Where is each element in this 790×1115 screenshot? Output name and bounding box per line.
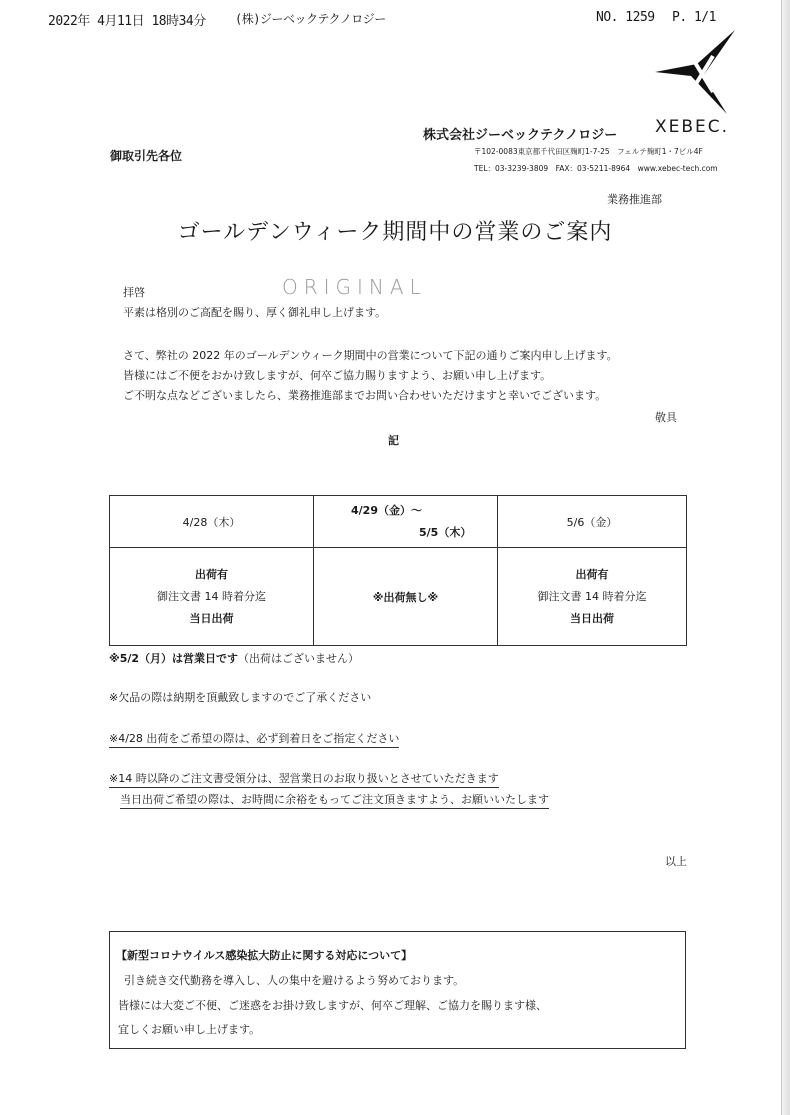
cell-0428-shipping: 出荷有 御注文書 14 時着分迄 当日出荷	[110, 548, 314, 646]
after-14-note-line-1: ※14 時以降のご注文書受領分は、翌営業日のお取り扱いとさせていただきます	[109, 770, 499, 786]
after-14-note-line-2: 当日出荷ご希望の際は、お時間に余裕をもってご注文頂きますよう、お願いいたします	[120, 791, 549, 807]
department: 業務推進部	[607, 193, 662, 206]
business-day-note: ※5/2（月）は営業日です（出荷はございません）	[109, 652, 360, 665]
backorder-note: ※欠品の際は納期を頂戴致しますのでご了承ください	[109, 691, 372, 704]
note-0428-shipping: ※4/28 出荷をご希望の際は、必ず到着日をご指定ください	[109, 730, 399, 746]
fax-page: P. 1/1	[672, 10, 716, 25]
covid-notice-heading: 【新型コロナウイルス感染拡大防止に関する対応について】	[116, 949, 413, 962]
body-line-3: ご不明な点などございましたら、業務推進部までお問い合わせいただけますと幸いでございます。	[123, 389, 607, 402]
ijou: 以上	[665, 855, 687, 868]
fax-datetime: 2022年 4月11日 18時34分	[48, 14, 206, 29]
covid-notice-line-3: 宜しくお願い申し上げます。	[118, 1023, 261, 1036]
company-logo-text: XEBEC.	[655, 117, 730, 137]
recipient: 御取引先各位	[110, 149, 183, 163]
cell-no-shipping: ※出荷無し※	[314, 548, 498, 646]
covid-notice-line-1: 引き続き交代勤務を導入し、人の集中を避けるよう努めております。	[124, 974, 465, 987]
table-body-row	[110, 548, 687, 646]
greeting-line: 平素は格別のご高配を賜り、厚く御礼申し上げます。	[123, 306, 387, 319]
xebec-logo-icon	[655, 30, 737, 120]
body-line-1: さて、弊社の 2022 年のゴールデンウィーク期間中の営業について下記の通りご案内申し上げます。	[123, 349, 618, 362]
company-contact: TEL：03-3239-3809 FAX：03-5211-8964 www.xebec-tech.com	[474, 164, 718, 173]
body-line-2: 皆様にはご不便をおかけ致しますが、何卒ご協力賜りますよう、お願い申し上げます。	[123, 369, 552, 382]
table-header-row	[110, 496, 687, 548]
page-edge	[781, 0, 790, 1115]
covid-notice-line-2: 皆様には大変ご不便、ご迷惑をお掛け致しますが、何卒ご理解、ご協力を賜ります様、	[118, 999, 547, 1012]
ki-heading: 記	[388, 434, 399, 447]
original-watermark: ORIGINAL	[282, 275, 427, 299]
fax-sender: (株)ジーベックテクノロジー	[235, 12, 386, 26]
company-name: 株式会社ジーベックテクノロジー	[423, 128, 618, 143]
salutation: 拝啓	[123, 286, 145, 299]
header-cell-0506: 5/6（金）	[498, 496, 687, 548]
company-address: 〒102-0083東京都千代田区麹町1-7-25 フェルテ麹町1・7ビル4F	[474, 147, 703, 156]
cell-0506-shipping: 出荷有 御注文書 14 時着分迄 当日出荷	[498, 548, 687, 646]
shipping-schedule-table	[109, 495, 687, 646]
header-cell-0429-0505: 4/29（金）～ 5/5（木）	[314, 496, 498, 548]
closing: 敬具	[655, 411, 677, 424]
fax-number: NO. 1259	[596, 10, 655, 25]
header-cell-0428: 4/28（木）	[110, 496, 314, 548]
page-title: ゴールデンウィーク期間中の営業のご案内	[177, 220, 613, 245]
covid-notice-box	[109, 931, 686, 1049]
